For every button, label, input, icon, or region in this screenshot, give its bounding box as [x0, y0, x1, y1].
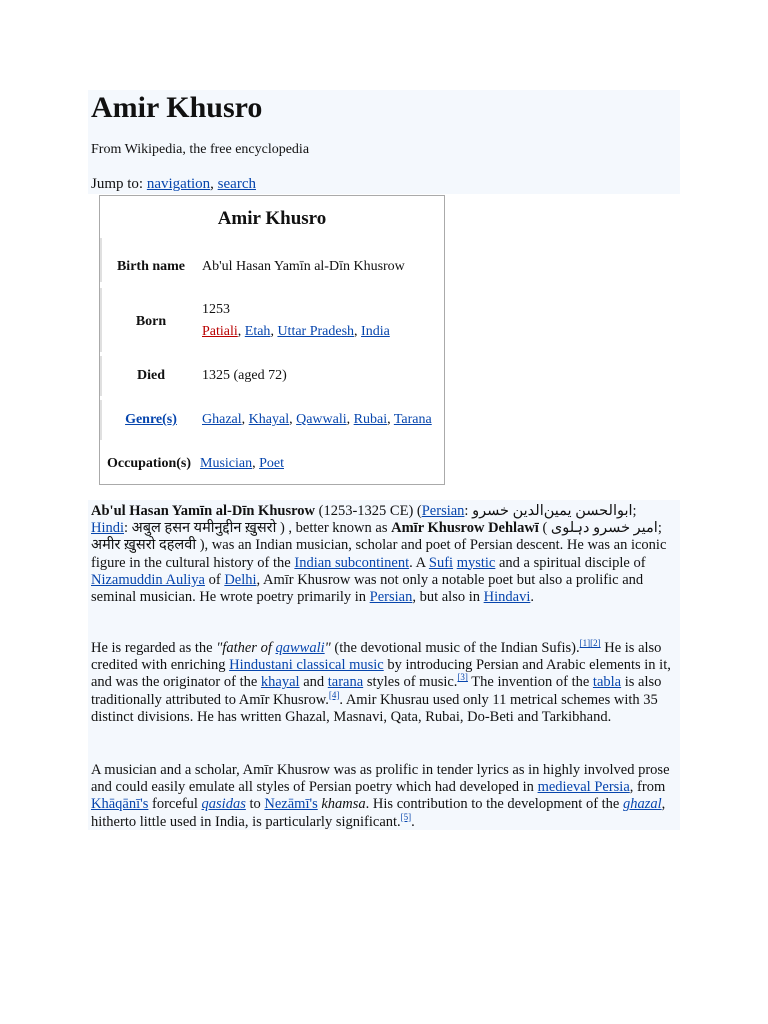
qasidas-link[interactable]: qasidas	[201, 796, 246, 813]
infobox-label-died: Died	[137, 368, 165, 383]
intro-text: and a spiritual disciple of	[495, 554, 646, 571]
poetry-text: .	[411, 813, 415, 830]
music-text: is also traditionally attributed to Amīr Khusrow.	[91, 674, 662, 708]
occupation-musician-link[interactable]: Musician	[200, 456, 253, 471]
reference-1-link[interactable]: [1]	[579, 638, 591, 648]
reference-4-link[interactable]: [4]	[328, 689, 340, 700]
poetry-text: A musician and a scholar, Amīr Khusrow was as prolific in tender lyrics as in highly involved prose and could easily emulate all styles of Persian poetry which had developed in	[91, 762, 670, 796]
genre-rubai-link[interactable]: Rubai	[353, 412, 388, 427]
mystic-link[interactable]: mystic	[456, 554, 496, 571]
music-text: (the devotional music of the Indian Sufis).	[330, 640, 580, 656]
article-paragraph-poetry	[91, 762, 677, 831]
infobox-label-birth-name: Birth name	[116, 259, 186, 274]
music-text: . Amir Khusrau used only 11 metrical schemes with 35 distinct divisions. He has written Ghazal, Masnavi, Qata, Rubai, Do-Beti and Tarkibhand.	[91, 691, 658, 725]
hindavi-link[interactable]: Hindavi	[483, 589, 531, 606]
infobox	[99, 195, 445, 485]
medieval-persia-link[interactable]: medieval Persia	[537, 779, 630, 796]
hindi-link[interactable]: Hindi	[91, 520, 125, 537]
tarana-link[interactable]: tarana	[327, 674, 364, 691]
jump-separator: ,	[210, 176, 218, 192]
father-of-qawwali	[216, 640, 331, 656]
intro-text: ( امیر خسرو دہلوی; अमीर ख़ुसरो दहलवी ), was an Indian musician, scholar and poet of Persian descent. He was an iconic figure in the cultural history of the	[91, 520, 667, 571]
tabla-link[interactable]: tabla	[592, 674, 622, 691]
article-paragraph-intro	[91, 503, 677, 606]
intro-text: , Amīr Khusrow was not only a notable poet but also a prolific and seminal musician. He wrote poetry primarily in	[91, 571, 644, 606]
infobox-value-born-year: 1253	[202, 302, 230, 317]
birthplace-uttar-pradesh-link[interactable]: Uttar Pradesh	[277, 324, 355, 339]
reference-3-link[interactable]: [3]	[457, 672, 468, 683]
infobox-title: Amir Khusro	[217, 208, 327, 229]
poetry-text: forceful	[148, 796, 202, 813]
intro-text: : अबुल हसन यमीनुद्दीन ख़ुसरो ) , better known as	[124, 520, 392, 537]
persian-link[interactable]: Persian	[421, 503, 465, 519]
infobox-row-genres	[100, 400, 444, 440]
poetry-text: . His contribution to the development of the	[365, 796, 623, 813]
poetry-text: to	[245, 796, 265, 813]
infobox-row-occupation	[100, 444, 444, 484]
music-text: The invention of the	[467, 674, 593, 691]
intro-text: : ابوالحسن یمین‌الدین خسرو;	[464, 503, 637, 519]
infobox-value-birth-name: Ab'ul Hasan Yamīn al-Dīn Khusrow	[202, 259, 405, 274]
jump-search-link[interactable]: search	[217, 176, 256, 192]
reference-5-link[interactable]: [5]	[400, 811, 412, 822]
intro-text: , but also in	[412, 589, 484, 606]
intro-text: .	[530, 589, 534, 606]
music-text: styles of music.	[363, 674, 458, 691]
nezami-link[interactable]: Nezāmī's	[264, 796, 318, 813]
infobox-label-occupation: Occupation(s)	[107, 456, 191, 471]
genre-tarana-link[interactable]: Tarana	[393, 412, 432, 427]
khamsa-text: khamsa	[321, 796, 366, 813]
music-text: and	[299, 674, 328, 691]
infobox-label-born: Born	[135, 314, 167, 329]
occupation-poet-link[interactable]: Poet	[259, 456, 284, 471]
qawwali-link[interactable]: qawwali	[275, 640, 325, 656]
site-subtitle: From Wikipedia, the free encyclopedia	[91, 142, 310, 157]
delhi-link[interactable]: Delhi	[224, 571, 257, 588]
infobox-value-occupation: Musician, Poet	[200, 456, 284, 471]
khayal-link[interactable]: khayal	[260, 674, 300, 691]
indian-subcontinent-link[interactable]: Indian subcontinent	[294, 554, 410, 571]
nizamuddin-auliya-link[interactable]: Nizamuddin Auliya	[91, 571, 205, 588]
intro-text: . A	[409, 554, 429, 571]
article-paragraph-music	[91, 640, 677, 726]
infobox-value-died: 1325 (aged 72)	[202, 368, 287, 383]
birthplace-patiali-link[interactable]: Patiali	[202, 324, 238, 339]
music-text: by introducing Persian and Arabic elements in it, and was the originator of the	[91, 657, 671, 691]
genre-ghazal-link[interactable]: Ghazal	[202, 412, 242, 427]
khaqani-link[interactable]: Khāqānī's	[91, 796, 149, 813]
birthplace-india-link[interactable]: India	[361, 324, 390, 339]
intro-birth-name: Ab'ul Hasan Yamīn al-Dīn Khusrow	[91, 503, 316, 519]
jump-to-bar	[91, 176, 256, 193]
poetry-text: , from	[629, 779, 666, 796]
poetry-text: , hitherto little used in India, is particularly significant.	[91, 796, 666, 830]
infobox-row-birth-name	[100, 238, 444, 282]
persian-language-link[interactable]: Persian	[369, 589, 413, 606]
jump-navigation-link[interactable]: navigation	[146, 176, 211, 192]
music-text: He is regarded as the	[91, 640, 217, 656]
infobox-row-died	[100, 356, 444, 396]
infobox-value-born-place: Patiali, Etah, Uttar Pradesh, India	[202, 324, 390, 339]
reference-2-link[interactable]: [2]	[590, 638, 601, 648]
infobox-label-genres-link[interactable]: Genre(s)	[125, 412, 177, 427]
page-title: Amir Khusro	[91, 91, 263, 124]
intro-text: of	[204, 571, 225, 588]
birthplace-etah-link[interactable]: Etah	[244, 324, 271, 339]
sufi-link[interactable]: Sufi	[428, 554, 454, 571]
ghazal-link[interactable]: ghazal	[623, 796, 662, 813]
infobox-value-genres: Ghazal, Khayal, Qawwali, Rubai, Tarana	[202, 412, 432, 427]
infobox-row-born	[100, 288, 444, 352]
music-text: "	[324, 640, 331, 656]
jump-to-label: Jump to:	[91, 176, 147, 192]
intro-text: (1253-1325 CE) (	[315, 503, 422, 519]
genre-qawwali-link[interactable]: Qawwali	[296, 412, 347, 427]
intro-known-name: Amīr Khusrow Dehlawī	[391, 520, 539, 537]
music-text: "father of	[216, 640, 276, 656]
music-text: He is also credited with enriching	[91, 640, 662, 674]
hindustani-classical-music-link[interactable]: Hindustani classical music	[229, 657, 384, 674]
genre-khayal-link[interactable]: Khayal	[248, 412, 290, 427]
